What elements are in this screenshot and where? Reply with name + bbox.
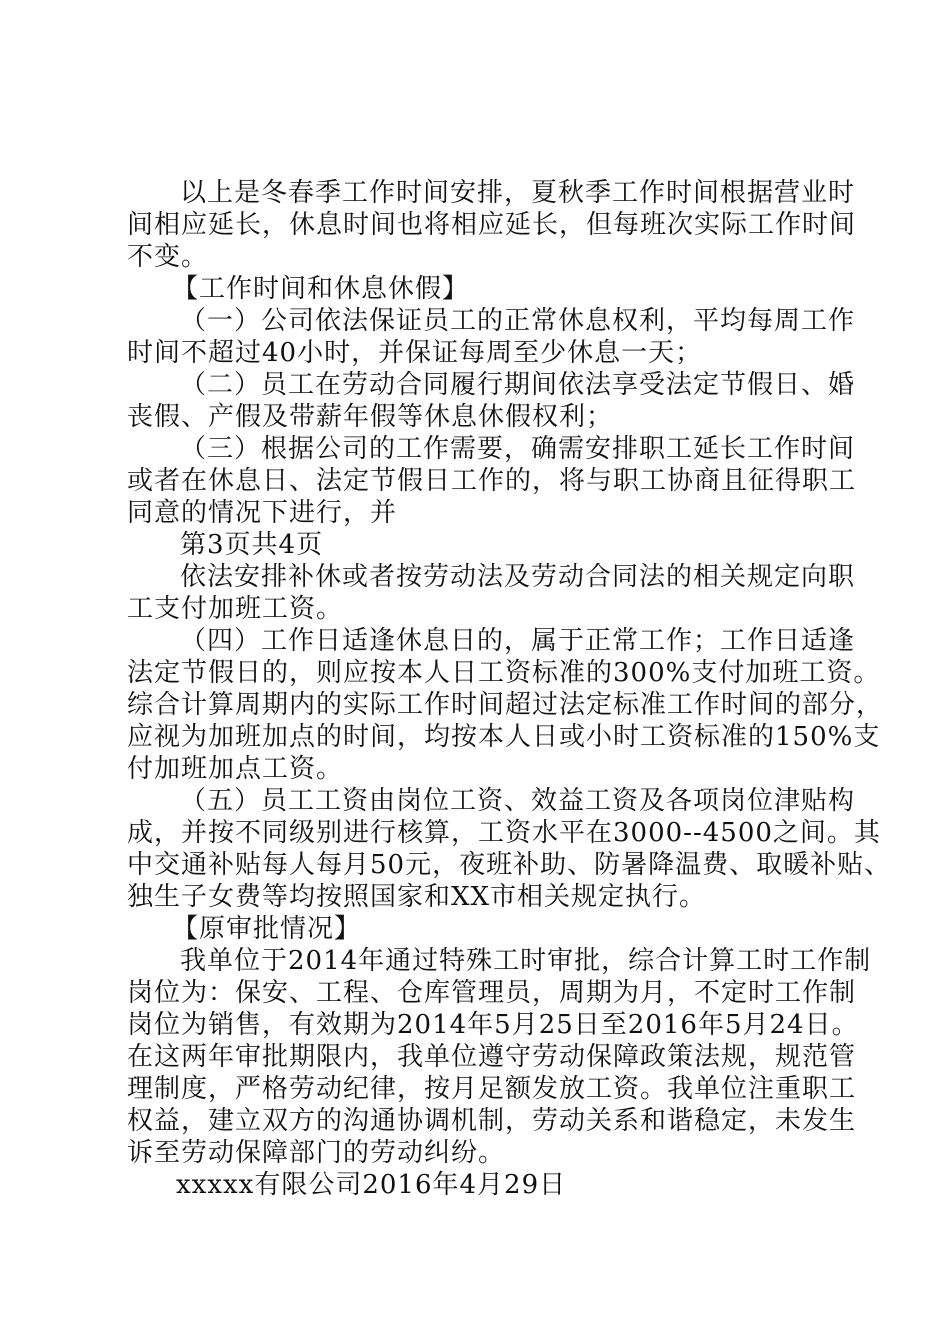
- section-heading: 【原审批情况】: [172, 914, 362, 944]
- paragraph-line: 权益，建立双方的沟通协调机制，劳动关系和谐稳定，未发生: [127, 1106, 857, 1136]
- paragraph-line: 岗位为：保安、工程、仓库管理员，周期为月，不定时工作制: [127, 978, 857, 1008]
- paragraph-line: 法定节假日的，则应按本人日工资标准的300%支付加班工资。: [127, 658, 881, 688]
- paragraph-line: （五）员工工资由岗位工资、效益工资及各项岗位津贴构: [180, 786, 856, 816]
- paragraph-line: 综合计算周期内的实际工作时间超过法定标准工作时间的部分，: [127, 690, 884, 720]
- paragraph-line: 应视为加班加点的时间，均按本人日或小时工资标准的150%支: [127, 722, 881, 752]
- paragraph-line: 岗位为销售，有效期为2014年5月25日至2016年5月24日。: [127, 1010, 859, 1040]
- paragraph-line: 诉至劳动保障部门的劳动纠纷。: [127, 1138, 506, 1168]
- paragraph-line: 独生子女费等均按照国家和XX市相关规定执行。: [127, 882, 707, 912]
- paragraph-line: 依法安排补休或者按劳动法及劳动合同法的相关规定向职: [180, 562, 856, 592]
- signature-date-line: xxxxx有限公司2016年4月29日: [176, 1170, 567, 1200]
- paragraph-line: 成，并按不同级别进行核算，工资水平在3000--4500之间。其: [127, 818, 881, 848]
- paragraph-line: 丧假、产假及带薪年假等休息休假权利；: [127, 402, 614, 432]
- paragraph-line: 我单位于2014年通过特殊工时审批，综合计算工时工作制: [180, 946, 872, 976]
- paragraph-line: 在这两年审批期限内，我单位遵守劳动保障政策法规，规范管: [127, 1042, 857, 1072]
- paragraph-line: 不变。: [127, 242, 209, 272]
- paragraph-line: （四）工作日适逢休息日的，属于正常工作；工作日适逢: [180, 626, 856, 656]
- paragraph-line: 时间不超过40小时，并保证每周至少休息一天；: [127, 338, 703, 368]
- paragraph-line: 间相应延长，休息时间也将相应延长，但每班次实际工作时间: [127, 210, 857, 240]
- paragraph-line: 或者在休息日、法定节假日工作的，将与职工协商且征得职工: [127, 466, 857, 496]
- paragraph-line: 以上是冬春季工作时间安排，夏秋季工作时间根据营业时: [180, 178, 856, 208]
- page-number: 第3页共4页: [180, 530, 324, 560]
- paragraph-line: 工支付加班工资。: [127, 594, 344, 624]
- paragraph-line: （一）公司依法保证员工的正常休息权利，平均每周工作: [180, 306, 856, 336]
- paragraph-line: 付加班加点工资。: [127, 754, 344, 784]
- paragraph-line: 中交通补贴每人每月50元，夜班补助、防暑降温费、取暖补贴、: [127, 850, 892, 880]
- paragraph-line: （二）员工在劳动合同履行期间依法享受法定节假日、婚: [180, 370, 856, 400]
- paragraph-line: 同意的情况下进行，并: [127, 498, 398, 528]
- section-heading: 【工作时间和休息休假】: [172, 274, 470, 304]
- paragraph-line: 理制度，严格劳动纪律，按月足额发放工资。我单位注重职工: [127, 1074, 857, 1104]
- paragraph-line: （三）根据公司的工作需要，确需安排职工延长工作时间: [180, 434, 856, 464]
